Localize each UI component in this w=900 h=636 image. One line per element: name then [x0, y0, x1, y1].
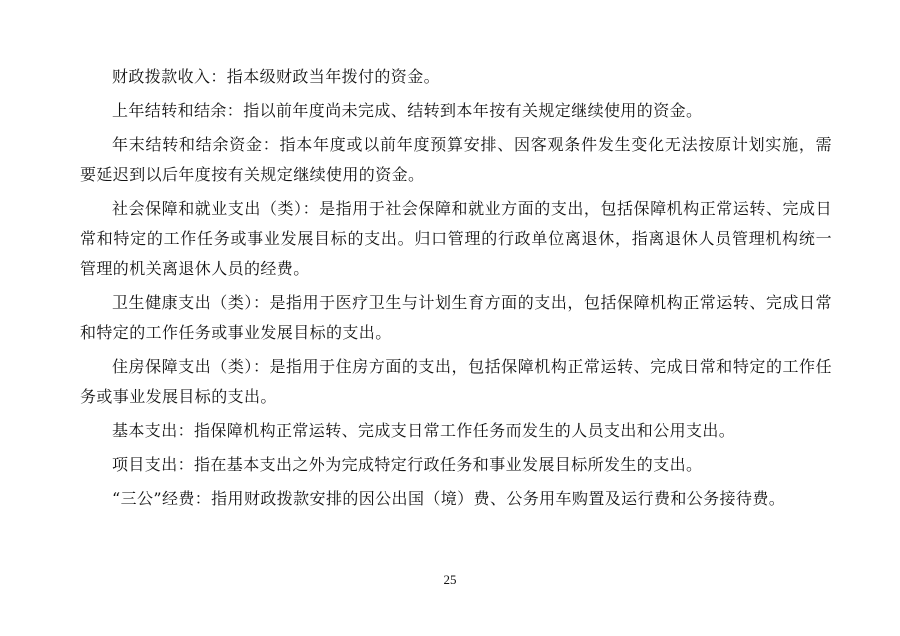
page-number: 25 — [443, 572, 457, 587]
paragraph-year-end-carryover-funds: 年末结转和结余资金：指本年度或以前年度预算安排、因客观条件发生变化无法按原计划实施，需要延迟到以后年度按有关规定继续使用的资金。 — [80, 135, 832, 184]
paragraph-fiscal-appropriation-income: 财政拨款收入：指本级财政当年拨付的资金。 — [112, 67, 441, 86]
paragraph-housing-expenditure: 住房保障支出（类）：是指用于住房方面的支出，包括保障机构正常运转、完成日常和特定的工作任务或事业发展目标的支出。 — [80, 357, 832, 406]
paragraph-health-expenditure: 卫生健康支出（类）：是指用于医疗卫生与计划生育方面的支出，包括保障机构正常运转、完成日常和特定的工作任务或事业发展目标的支出。 — [80, 293, 832, 342]
paragraph-project-expenditure: 项目支出：指在基本支出之外为完成特定行政任务和事业发展目标所发生的支出。 — [112, 455, 703, 474]
paragraph-three-public-expenses: “三公”经费：指用财政拨款安排的因公出国（境）费、公务用车购置及运行费和公务接待费。 — [112, 489, 786, 508]
paragraph-basic-expenditure: 基本支出：指保障机构正常运转、完成支日常工作任务而发生的人员支出和公用支出。 — [112, 421, 736, 440]
paragraph-social-security-expenditure: 社会保障和就业支出（类）：是指用于社会保障和就业方面的支出，包括保障机构正常运转、完成日常和特定的工作任务或事业发展目标的支出。归口管理的行政单位离退休，指离退休人员管理机构统一管理的机关离退休人员的经费。 — [80, 199, 832, 278]
paragraph-prior-year-carryover: 上年结转和结余：指以前年度尚未完成、结转到本年按有关规定继续使用的资金。 — [112, 101, 703, 120]
document-body — [80, 62, 832, 518]
